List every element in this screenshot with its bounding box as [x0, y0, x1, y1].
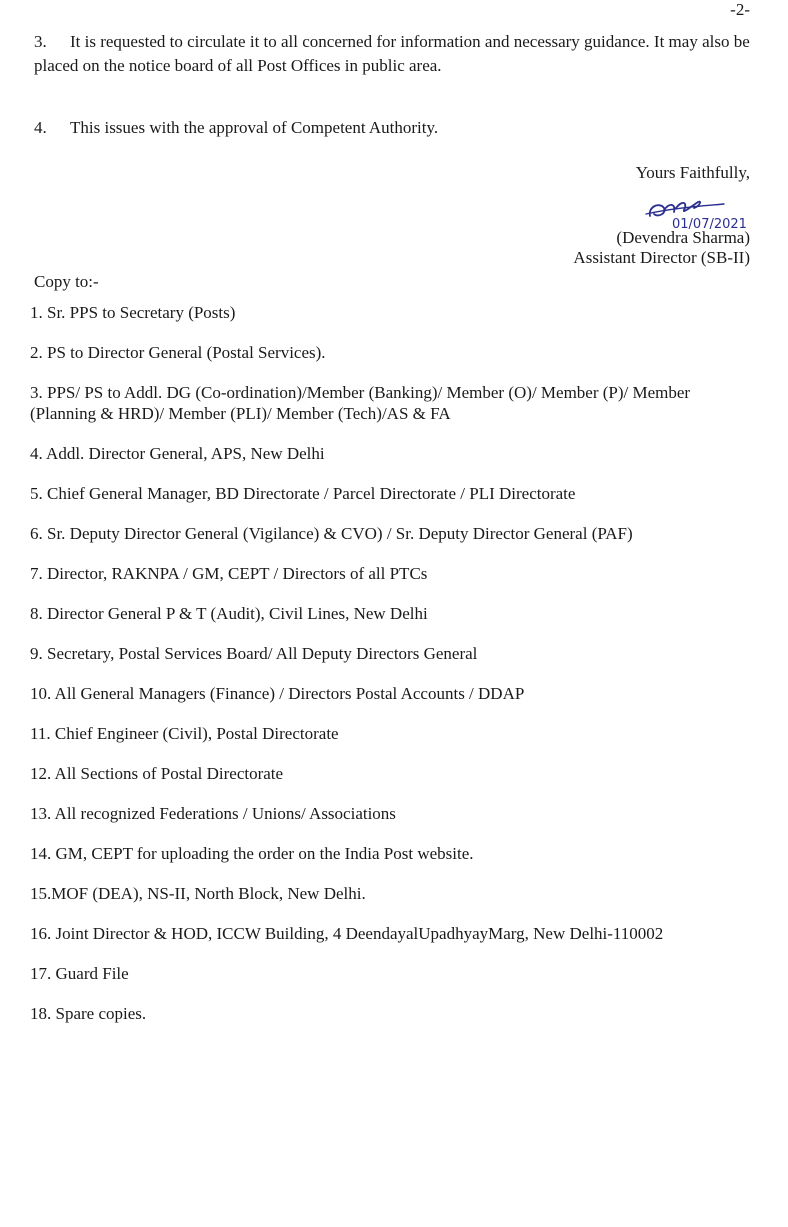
copy-item: 16. Joint Director & HOD, ICCW Building, 4 DeendayalUpadhyayMarg, New Delhi-110002 — [30, 924, 664, 943]
signature-date: 01/07/2021 — [672, 217, 747, 230]
copy-item: 6. Sr. Deputy Director General (Vigilance) & CVO) / Sr. Deputy Director General (PAF) — [30, 524, 633, 543]
copy-to-heading: Copy to:- — [34, 272, 99, 291]
copy-item: 1. Sr. PPS to Secretary (Posts) — [30, 303, 236, 322]
copy-item: 5. Chief General Manager, BD Directorate / Parcel Directorate / PLI Directorate — [30, 484, 576, 503]
paragraph-text: It is requested to circulate it to all concerned for information and necessary guidance. It may also be placed on the notice board of all Post Offices in public area. — [34, 32, 750, 75]
paragraph-3 — [34, 30, 750, 78]
copy-item: 13. All recognized Federations / Unions/ Associations — [30, 804, 396, 823]
signatory-designation: Assistant Director (SB-II) — [573, 248, 750, 267]
closing-line: Yours Faithfully, — [635, 163, 750, 182]
paragraph-number: 4. — [34, 118, 47, 137]
copy-item: 3. PPS/ PS to Addl. DG (Co-ordination)/Member (Banking)/ Member (O)/ Member (P)/ Member (Planning & HRD)/ Member (PLI)/ Member (Tech)/AS & FA — [30, 383, 691, 423]
copy-item: 7. Director, RAKNPA / GM, CEPT / Directors of all PTCs — [30, 564, 428, 583]
copy-item: 10. All General Managers (Finance) / Directors Postal Accounts / DDAP — [30, 684, 525, 703]
signatory-name: (Devendra Sharma) — [616, 228, 750, 247]
paragraph-4 — [34, 116, 750, 140]
copy-item: 11. Chief Engineer (Civil), Postal Directorate — [30, 724, 339, 743]
copy-item: 9. Secretary, Postal Services Board/ All Deputy Directors General — [30, 644, 478, 663]
handwritten-signature — [642, 194, 782, 230]
paragraph-text: This issues with the approval of Competent Authority. — [70, 118, 439, 137]
copy-item: 14. GM, CEPT for uploading the order on the India Post website. — [30, 844, 474, 863]
copy-to-list — [30, 302, 750, 1043]
copy-item: 17. Guard File — [30, 964, 129, 983]
page-number: -2- — [730, 0, 750, 19]
copy-item: 15.MOF (DEA), NS-II, North Block, New Delhi. — [30, 884, 366, 903]
copy-item: 2. PS to Director General (Postal Services). — [30, 343, 326, 362]
copy-item: 4. Addl. Director General, APS, New Delhi — [30, 444, 325, 463]
copy-item: 8. Director General P & T (Audit), Civil Lines, New Delhi — [30, 604, 428, 623]
copy-item: 12. All Sections of Postal Directorate — [30, 764, 284, 783]
copy-item: 18. Spare copies. — [30, 1004, 147, 1023]
paragraph-number: 3. — [34, 32, 47, 51]
